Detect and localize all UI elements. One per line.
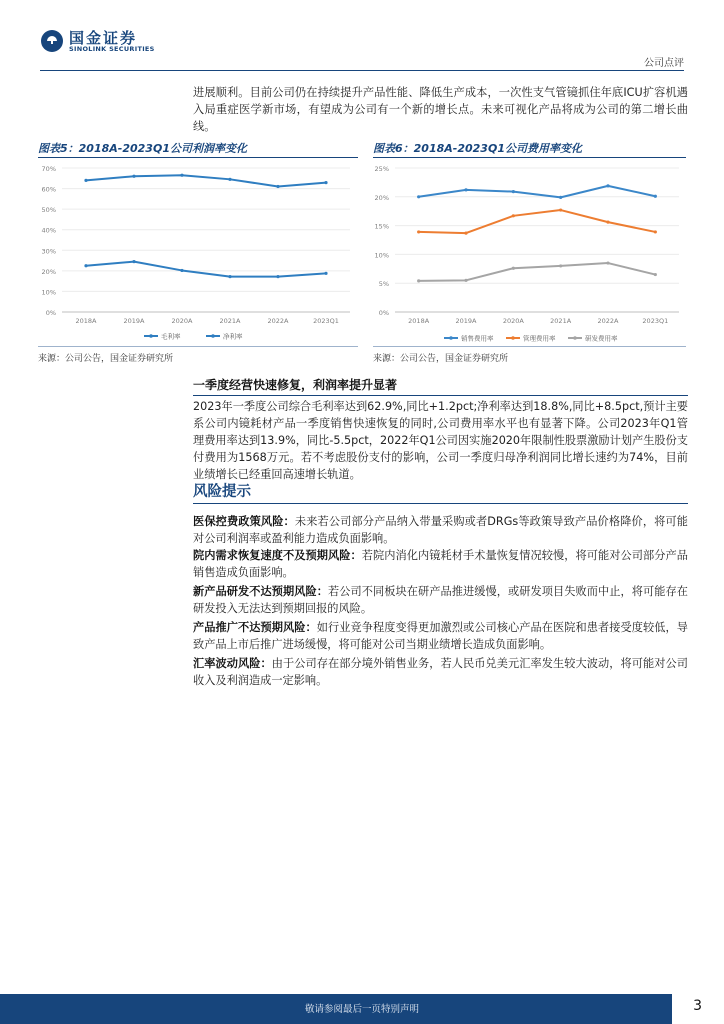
risk-item-text: 若院内消化内镜耗材手术量恢复情况较慢，将可能对公司部分产品销售造成负面影响。 [193,549,688,579]
subsection-body: 2023年一季度公司综合毛利率达到62.9%,同比+1.2pct;净利率达到18.8%,同比+8.5pct,预计主要系公司内镜耗材产品一季度销售快速恢复的同时,公司费用率水平也有显著下降。公司2023年Q1管理费用率达到13.9%，同比-5.5pct，2022年Q1公司因实施2020年限制性股票激励计划产生股份支付费用为1568万元。若不考虑股份支付的影响，公司一季度归母净利润同比增长速约为74%，目前业绩增长已经重回高速增长轨道。 [193,400,688,481]
legend-marker [573,336,577,340]
page-header [0,0,724,72]
risk-section-title: 风险提示 [193,484,251,500]
data-point [654,273,657,276]
legend-marker [211,334,215,338]
data-point [512,214,515,217]
data-point [276,185,279,188]
data-point [417,279,420,282]
data-point [464,231,467,234]
x-tick-label: 2019A [123,317,145,325]
y-tick-label: 40% [41,226,56,235]
company-logo [40,26,170,56]
x-tick-label: 2020A [171,317,193,325]
figure6-title: 图表6：2018A-2023Q1公司费用率变化 [373,142,582,155]
y-tick-label: 5% [378,280,389,289]
figure5-source: 来源：公司公告，国金证券研究所 [38,354,174,364]
x-tick-label: 2020A [502,317,524,325]
x-tick-label: 2022A [597,317,619,325]
logo-text-en: SINOLINK SECURITIES [69,45,155,53]
series-line [419,263,656,281]
data-point [180,269,183,272]
data-point [417,195,420,198]
series-line [419,210,656,233]
data-point [180,174,183,177]
y-tick-label: 50% [41,206,56,215]
y-tick-label: 30% [41,247,56,256]
y-tick-label: 60% [41,185,56,194]
y-tick-label: 70% [41,165,56,173]
data-point [559,196,562,199]
y-tick-label: 15% [374,222,389,231]
risk-item-label: 院内需求恢复速度不及预期风险： [193,549,362,562]
risk-item-label: 汇率波动风险： [193,657,272,670]
y-tick-label: 0% [378,309,389,317]
legend-marker [449,336,453,340]
data-point [654,195,657,198]
figure5-title: 图表5：2018A-2023Q1公司利润率变化 [38,142,247,155]
data-point [464,188,467,191]
y-tick-label: 10% [41,288,56,297]
data-point [654,230,657,233]
document-type: 公司点评 [644,58,684,69]
risk-item-text: 若公司不同板块在研产品推进缓慢，或研发项目失败而中止，将可能存在研发投入无法达到预期回报的风险。 [193,585,688,615]
y-tick-label: 10% [374,251,389,260]
risk-item-text: 由于公司存在部分境外销售业务，若人民币兑美元汇率发生较大波动，将可能对公司收入及利润造成一定影响。 [193,657,688,687]
legend-marker [511,336,515,340]
data-point [606,261,609,264]
data-point [276,275,279,278]
figure6-source: 来源：公司公告，国金证券研究所 [373,354,509,364]
legend-label: 管理费用率 [523,334,556,343]
x-tick-label: 2019A [455,317,477,325]
x-tick-label: 2021A [219,317,241,325]
y-tick-label: 20% [41,267,56,276]
risk-item [193,513,688,547]
y-tick-label: 20% [374,193,389,202]
risk-item-text: 未来若公司部分产品纳入带量采购或者DRGs等政策导致产品价格降价，将可能对公司利润率或盈利能力造成负面影响。 [193,515,688,545]
subsection-divider [193,395,688,396]
data-point [324,181,327,184]
data-point [228,178,231,181]
data-point [84,264,87,267]
logo-text-cn: 国金证券 [69,29,138,47]
footer-disclaimer[interactable]: 敬请参阅最后一页特别声明 [304,1004,419,1015]
intro-paragraph: 进展顺利。目前公司仍在持续提升产品性能、降低生产成本，一次性支气管镜抓住年底ICU扩容机遇入局重症医学新市场，有望成为公司有一个新的增长点。未来可视化产品将成为公司的第二增长曲线。 [193,86,688,133]
y-tick-label: 25% [374,165,389,173]
legend-label: 净利率 [223,332,243,341]
risk-item-label: 产品推广不达预期风险： [193,621,317,634]
risk-item [193,547,688,581]
data-point [132,175,135,178]
figure5-bottom-line [38,346,358,347]
data-point [559,264,562,267]
data-point [606,221,609,224]
figure6-bottom-line [373,346,686,347]
risk-item [193,583,688,617]
figure6-chart [373,158,686,344]
risk-item-text: 如行业竞争程度变得更加激烈或公司核心产品在医院和患者接受度较低，导致产品上市后推广进场缓慢，将可能对公司当期业绩增长造成负面影响。 [193,621,688,651]
figure5-chart [38,158,360,344]
series-line [86,262,326,277]
subsection-title: 一季度经营快速修复，利润率提升显著 [193,378,398,392]
risk-item [193,655,688,689]
data-point [512,190,515,193]
legend-label: 研发费用率 [585,334,618,343]
x-tick-label: 2023Q1 [642,317,669,325]
data-point [228,275,231,278]
x-tick-label: 2022A [267,317,289,325]
risk-section-divider [193,503,688,504]
x-tick-label: 2023Q1 [313,317,339,325]
data-point [417,230,420,233]
y-tick-label: 0% [45,309,56,317]
risk-item [193,619,688,653]
series-line [86,175,326,186]
x-tick-label: 2021A [550,317,572,325]
series-line [419,186,656,198]
data-point [559,208,562,211]
header-divider [40,70,684,71]
data-point [324,272,327,275]
legend-label: 销售费用率 [461,334,494,343]
x-tick-label: 2018A [75,317,97,325]
x-tick-label: 2018A [408,317,430,325]
data-point [464,279,467,282]
legend-marker [149,334,153,338]
legend-label: 毛利率 [161,332,181,341]
risk-item-label: 新产品研发不达预期风险： [193,585,329,598]
page-number: 3 [693,998,702,1014]
data-point [84,179,87,182]
data-point [512,267,515,270]
risk-item-label: 医保控费政策风险： [193,515,295,528]
logo-mark-icon [40,29,64,53]
data-point [132,260,135,263]
data-point [606,184,609,187]
